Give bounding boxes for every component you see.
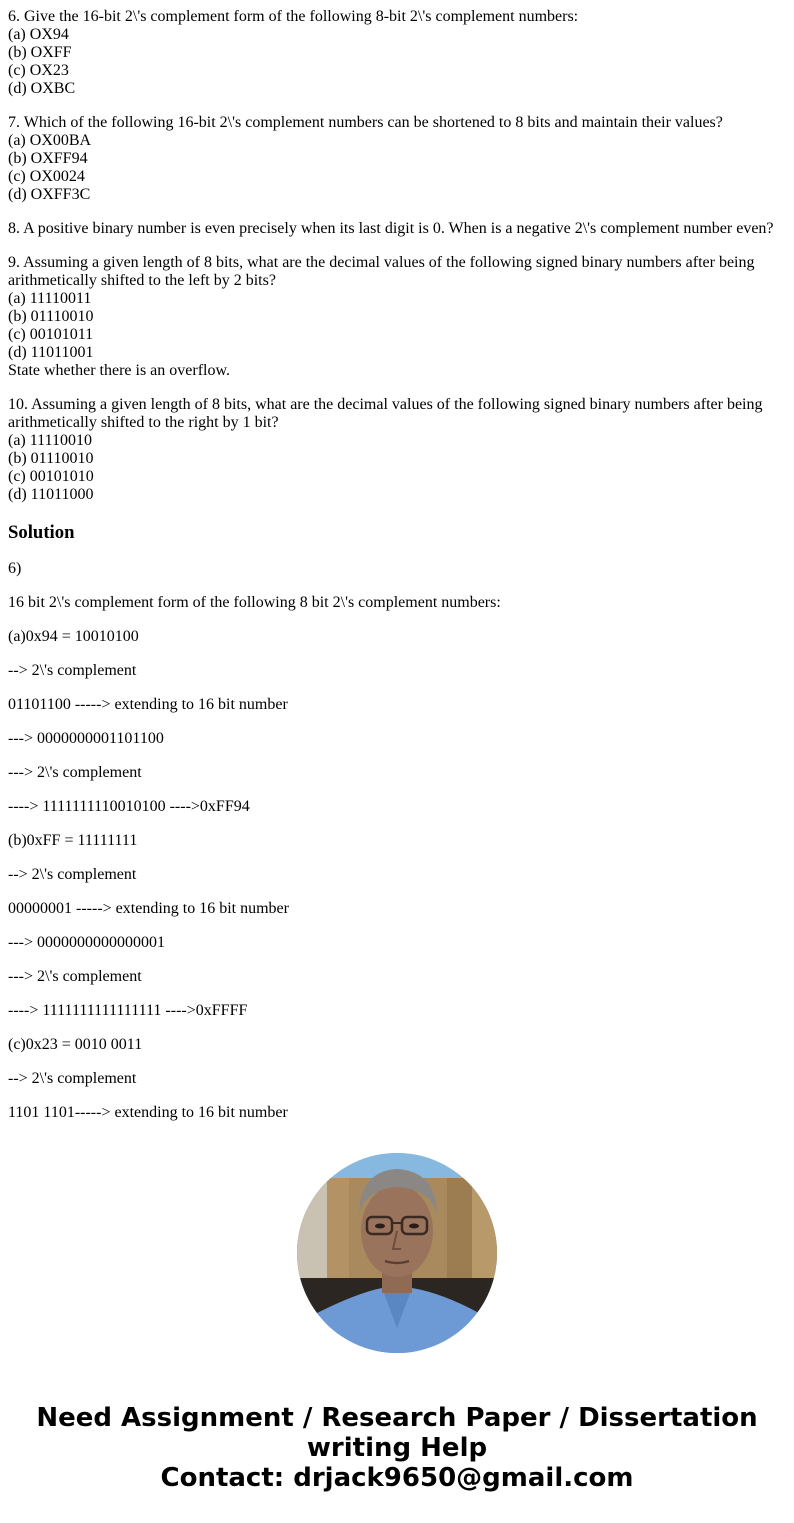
footer-contact-email: Contact: drjack9650@gmail.com	[160, 1463, 634, 1493]
option: (c) OX23	[8, 62, 69, 79]
solution-line: ---> 0000000000000001	[8, 934, 166, 951]
option: (a) 11110011	[8, 290, 92, 307]
solution-line: 01101100 -----> extending to 16 bit number	[8, 696, 288, 713]
solution-line: ----> 1111111111111111 ---->0xFFFF	[8, 1002, 248, 1019]
option: (c) 00101010	[8, 468, 94, 485]
solution-body	[8, 560, 786, 1122]
option: (b) OXFF	[8, 44, 72, 61]
solution-line: 00000001 -----> extending to 16 bit number	[8, 900, 289, 917]
option: (a) 11110010	[8, 432, 92, 449]
solution-line: 1101 1101-----> extending to 16 bit number	[8, 1104, 288, 1121]
question-text: 8. A positive binary number is even precisely when its last digit is 0. When is a negative 2\'s complement number even?	[8, 220, 774, 237]
footer-line-1: Need Assignment / Research Paper / Dissertation	[36, 1403, 758, 1433]
solution-line: ----> 1111111110010100 ---->0xFF94	[8, 798, 250, 815]
solution-line: (b)0xFF = 11111111	[8, 832, 138, 849]
document-content	[8, 8, 786, 1122]
option: (d) 11011001	[8, 344, 94, 361]
question-text: 7. Which of the following 16-bit 2\'s complement numbers can be shortened to 8 bits and maintain their values?	[8, 114, 723, 131]
solution-line: 6)	[8, 560, 22, 577]
question-note: State whether there is an overflow.	[8, 362, 230, 379]
option: (c) 00101011	[8, 326, 94, 343]
author-avatar	[297, 1153, 497, 1353]
option: (b) 01110010	[8, 450, 94, 467]
portrait-image	[297, 1153, 497, 1353]
solution-line: 16 bit 2\'s complement form of the following 8 bit 2\'s complement numbers:	[8, 594, 501, 611]
question-6	[8, 8, 786, 98]
option: (b) 01110010	[8, 308, 94, 325]
solution-line: (c)0x23 = 0010 0011	[8, 1036, 143, 1053]
solution-line: ---> 0000000001101100	[8, 730, 164, 747]
question-text: 6. Give the 16-bit 2\'s complement form of the following 8-bit 2\'s complement numbers:	[8, 8, 579, 25]
question-7	[8, 114, 786, 204]
solution-line: ---> 2\'s complement	[8, 968, 142, 985]
solution-line: --> 2\'s complement	[8, 1070, 137, 1087]
question-8	[8, 220, 786, 238]
question-10	[8, 396, 786, 504]
solution-heading: Solution	[8, 522, 75, 543]
solution-line: ---> 2\'s complement	[8, 764, 142, 781]
option: (d) OXFF3C	[8, 186, 91, 203]
option: (b) OXFF94	[8, 150, 88, 167]
question-text: 10. Assuming a given length of 8 bits, what are the decimal values of the following signed binary numbers after being arithmetically shifted to the right by 1 bit?	[8, 396, 763, 431]
solution-line: --> 2\'s complement	[8, 866, 137, 883]
option: (a) OX94	[8, 26, 69, 43]
option: (c) OX0024	[8, 168, 85, 185]
option: (a) OX00BA	[8, 132, 92, 149]
option: (d) OXBC	[8, 80, 76, 97]
solution-line: (a)0x94 = 10010100	[8, 628, 139, 645]
contact-footer	[0, 1403, 794, 1493]
question-9	[8, 254, 786, 380]
option: (d) 11011000	[8, 486, 94, 503]
question-text: 9. Assuming a given length of 8 bits, what are the decimal values of the following signed binary numbers after being arithmetically shifted to the left by 2 bits?	[8, 254, 755, 289]
footer-line-2: writing Help	[306, 1433, 488, 1463]
solution-line: --> 2\'s complement	[8, 662, 137, 679]
